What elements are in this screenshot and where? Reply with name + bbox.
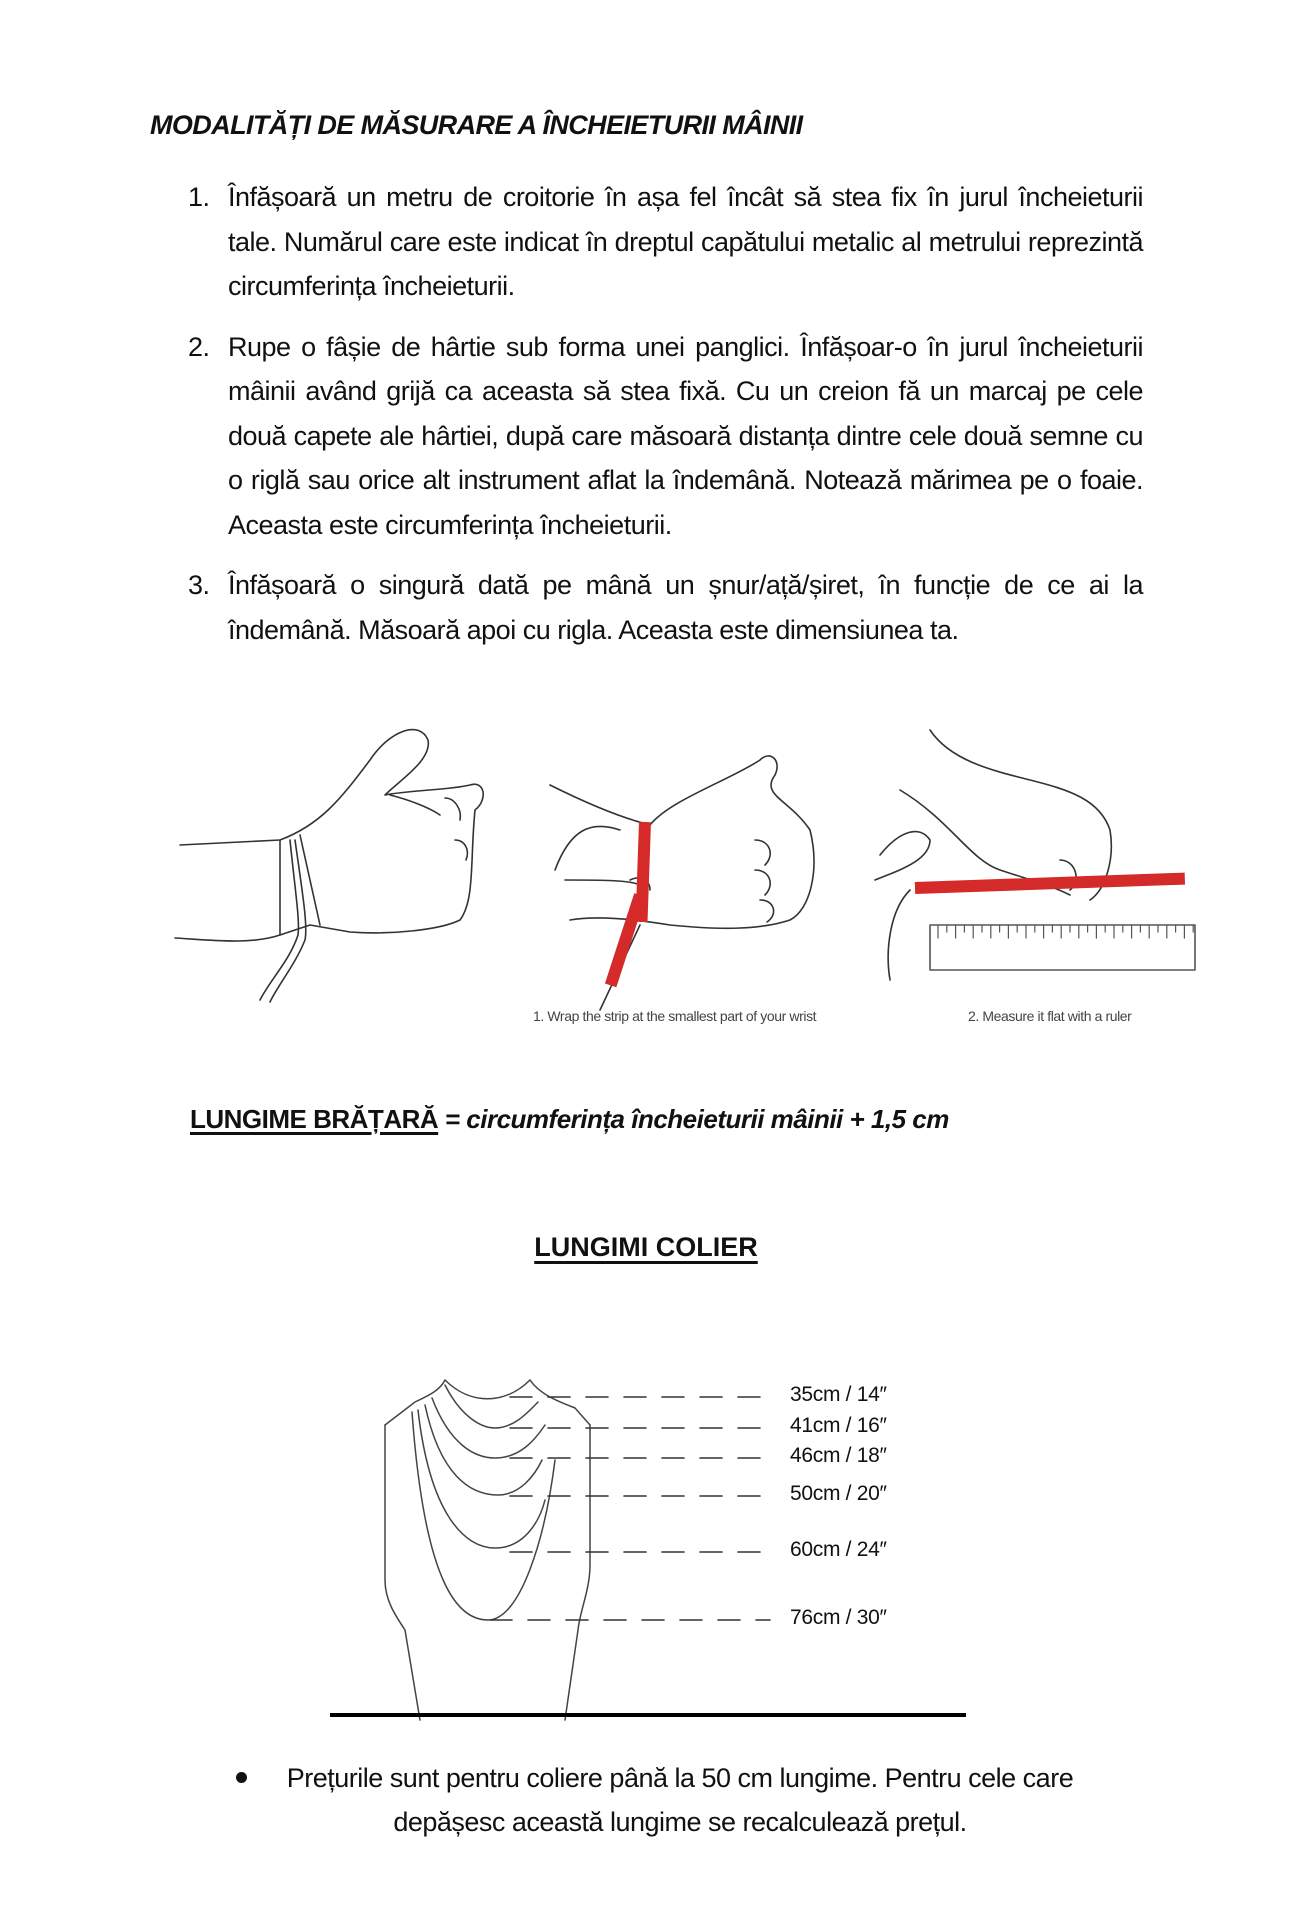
step-number: 3. (188, 570, 210, 600)
measurement-steps (188, 175, 1143, 668)
step-text: Rupe o fâșie de hârtie sub forma unei panglici. Înfășoar-o în jurul încheieturii mâinii având grijă ca aceasta să stea fixă. Cu un creion fă un marcaj pe cele două capete ale hârtiei, după care măsoară distanța dintre cele două semne cu o riglă sau orice alt instrument aflat la îndemână. Notează mărimea pe o foaie. Aceasta este circumferința încheieturii. (228, 331, 1143, 540)
bracelet-length-formula (190, 1104, 949, 1135)
step-item (188, 175, 1143, 309)
necklace-length-50: 50cm / 20″ (790, 1482, 887, 1505)
bullet-icon (236, 1772, 247, 1783)
caption-wrap-strip: 1. Wrap the strip at the smallest part of your wrist (533, 1008, 817, 1024)
price-note (230, 1756, 1090, 1844)
diagram-baseline-divider (330, 1713, 966, 1717)
price-note-text: Prețurile sunt pentru coliere până la 50 cm lungime. Pentru cele care depășesc această lungime se recalculează prețul. (286, 1763, 1074, 1837)
step-number: 2. (188, 331, 210, 362)
necklace-length-60: 60cm / 24″ (790, 1538, 887, 1561)
hand-with-ruler-icon (875, 730, 1195, 980)
hand-with-tape-icon (175, 730, 483, 1002)
bracelet-length-rule: = circumferința încheieturii mâinii + 1,5 cm (438, 1104, 949, 1134)
necklace-lengths-title: LUNGIMI COLIER (534, 1232, 758, 1262)
step-text: Înfășoară un metru de croitorie în așa fel încât să stea fix în jurul încheieturii tale. Numărul care este indicat în dreptul capătului metalic al metrului reprezintă circumferința încheieturii. (228, 182, 1143, 301)
caption-measure-ruler: 2. Measure it flat with a ruler (968, 1008, 1132, 1024)
necklace-length-35: 35cm / 14″ (790, 1383, 887, 1406)
bracelet-length-label: LUNGIME BRĂȚARĂ (190, 1104, 439, 1134)
necklace-length-diagram (320, 1330, 1000, 1730)
necklace-length-76: 76cm / 30″ (790, 1606, 887, 1629)
step-number: 1. (188, 182, 210, 212)
page-title: MODALITĂȚI DE MĂSURARE A ÎNCHEIETURII MÂINII (150, 110, 803, 140)
necklace-length-41: 41cm / 16″ (790, 1414, 887, 1437)
necklace-length-46: 46cm / 18″ (790, 1444, 887, 1467)
wrist-measurement-illustration (170, 720, 1220, 1020)
step-item (188, 563, 1143, 652)
step-item (188, 325, 1143, 548)
ruler-ticks (938, 925, 1193, 938)
step-text: Înfășoară o singură dată pe mână un șnur/ață/șiret, în funcție de ce ai la îndemână. Măsoară apoi cu rigla. Aceasta este dimensiunea ta. (228, 570, 1143, 645)
hand-with-strip-icon (550, 756, 814, 1010)
